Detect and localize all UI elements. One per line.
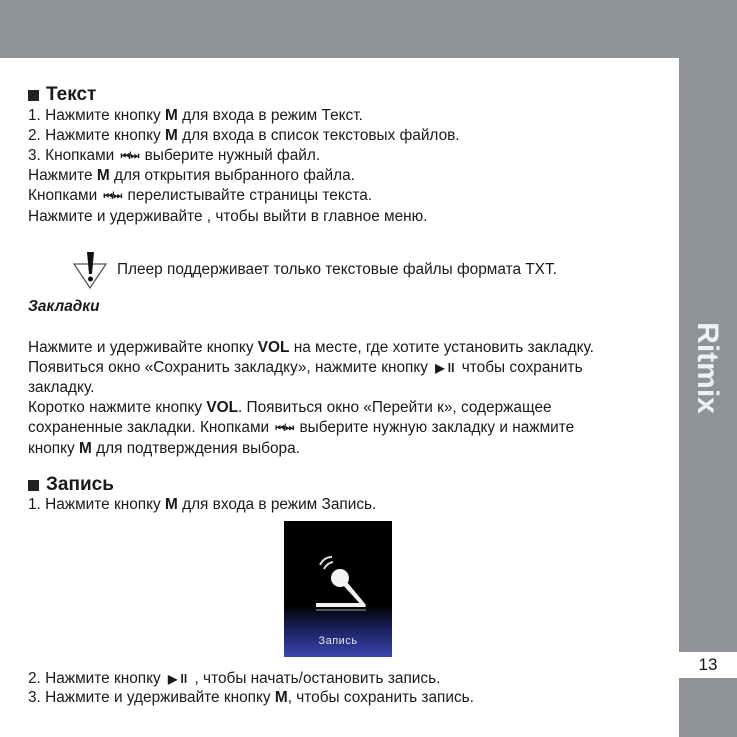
bookmarks-text: Нажмите и удерживайте кнопку VOL на месте, где хотите установить закладку. Появиться окно «Сохранить закладку», нажмите кнопку ▶ ll чтобы сохранить закладку. Коротко нажмите кнопку VOL. Появиться окно «Перейти к», содержащее сохраненные закладки. Кнопками ⏮/⏭ выберите нужную закладку и нажмите кнопку M для подтверждения выбора. xyxy=(28,339,594,457)
text-section xyxy=(28,84,668,227)
section-title: Запись xyxy=(46,474,114,495)
top-band xyxy=(0,0,737,58)
prev-next-icon: ⏮/⏭ xyxy=(103,191,122,203)
instruction-line: 2. Нажмите кнопку M для входа в список текстовых файлов. xyxy=(28,126,460,144)
brand-name: Ritmix xyxy=(691,321,724,414)
play-pause-icon: ▶ ll xyxy=(167,672,188,686)
instruction-line: Кнопками ⏮/⏭ перелистывайте страницы текста. xyxy=(28,186,668,207)
section-title: Текст xyxy=(46,84,97,105)
instruction-line: 3. Нажмите и удерживайте кнопку M, чтобы сохранить запись. xyxy=(28,689,474,706)
prev-next-icon: ⏮/⏭ xyxy=(275,423,294,434)
section-heading-text xyxy=(28,84,668,106)
instruction-line: Нажмите M для открытия выбранного файла. xyxy=(28,167,355,185)
bullet-square-icon xyxy=(28,480,39,491)
device-screen xyxy=(284,521,392,657)
instruction-line: 2. Нажмите кнопку ▶ ll , чтобы начать/остановить запись. xyxy=(28,670,441,687)
note xyxy=(72,250,557,290)
instruction-line: 1. Нажмите кнопку M для входа в режим Текст. xyxy=(28,107,363,124)
bullet-square-icon xyxy=(28,90,39,101)
instruction-line: 1. Нажмите кнопку M для входа в режим Запись. xyxy=(28,496,377,513)
warning-icon xyxy=(72,250,108,290)
prev-next-icon: ⏮/⏭ xyxy=(120,150,139,162)
play-pause-icon: ▶ ll xyxy=(435,361,455,375)
bookmarks-heading: Закладки xyxy=(28,298,100,315)
device-screen-label: Запись xyxy=(318,635,358,647)
instruction-line: 3. Кнопками ⏮/⏭ выберите нужный файл. xyxy=(28,146,668,167)
section-heading-record xyxy=(28,474,114,496)
page-number: 13 xyxy=(679,652,737,678)
instruction-line: Нажмите и удерживайте , чтобы выйти в главное меню. xyxy=(28,207,428,225)
note-text: Плеер поддерживает только текстовые файлы формата TXT. xyxy=(117,261,557,278)
brand-logo xyxy=(683,305,731,430)
